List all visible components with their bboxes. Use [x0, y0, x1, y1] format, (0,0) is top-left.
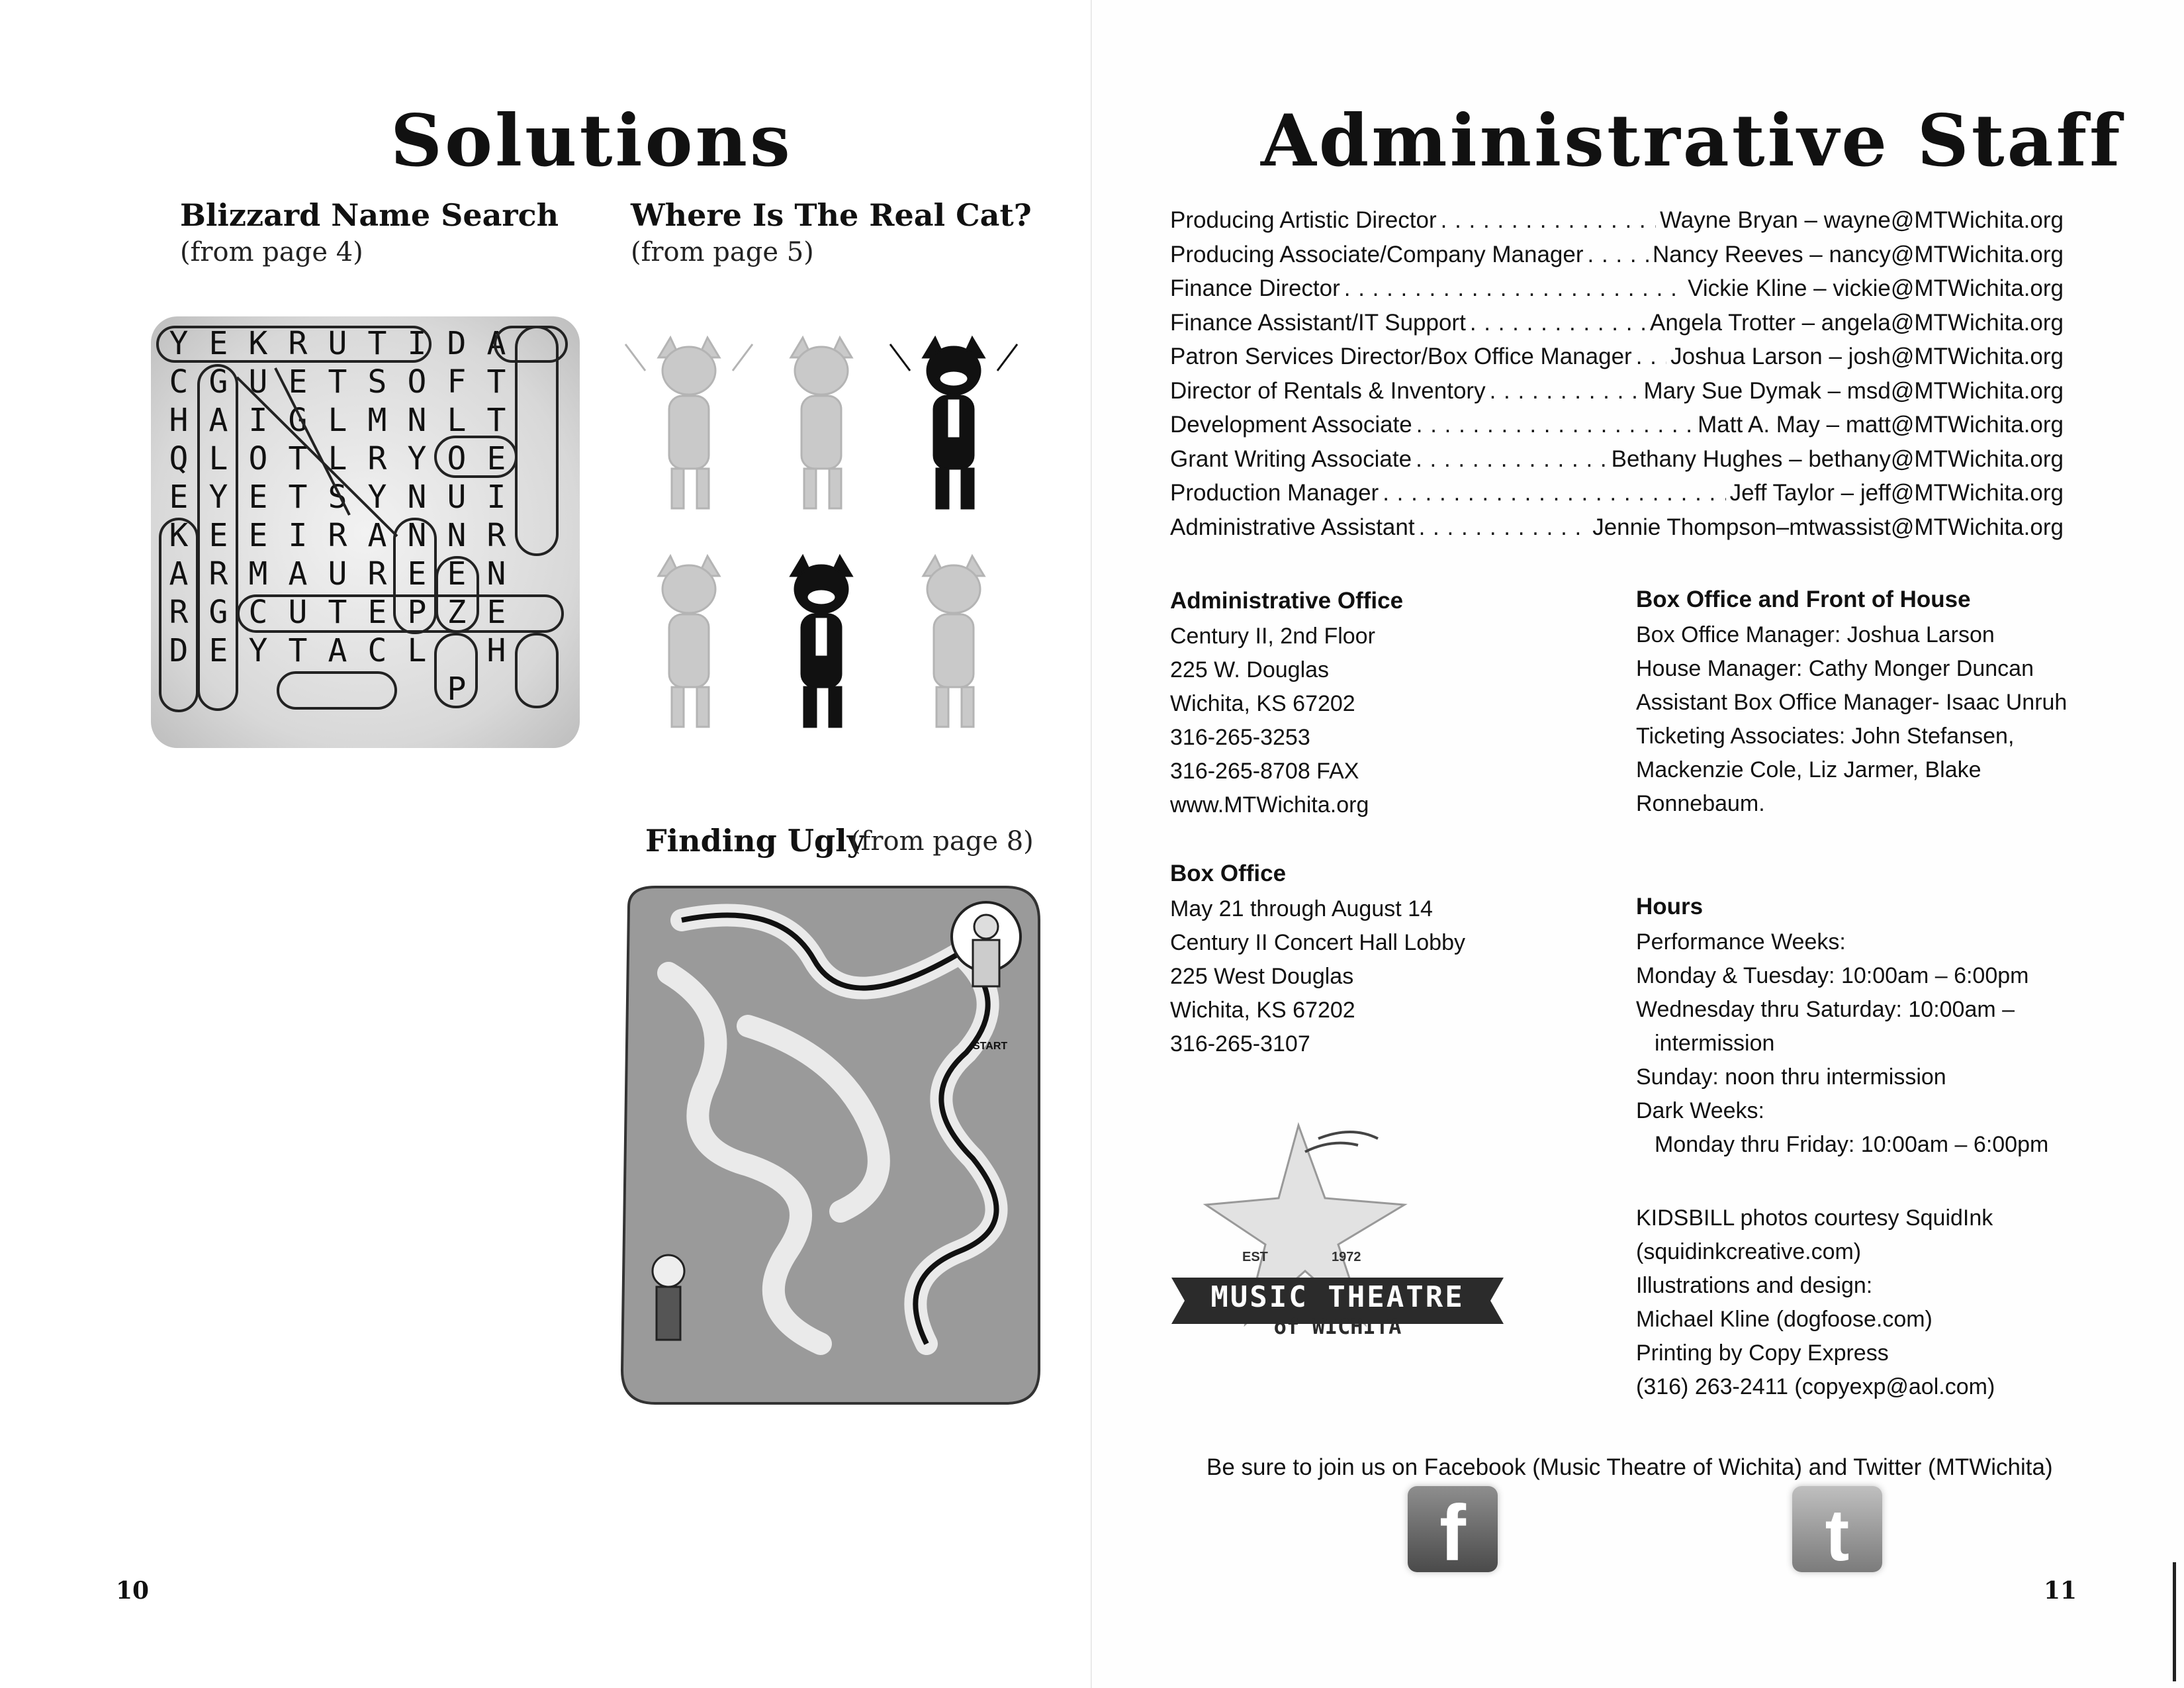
word-search-letter: C [367, 632, 387, 669]
staff-contact: Vickie Kline – vickie@MTWichita.org [1688, 275, 2064, 301]
word-search-letter: E [169, 479, 189, 516]
info-line: House Manager: Cathy Monger Duncan [1636, 656, 2034, 681]
word-search-letter: O [248, 440, 268, 477]
maze-start-label: START [973, 1041, 1008, 1052]
answer-line [237, 377, 397, 536]
staff-row [1170, 344, 2064, 378]
info-line: Michael Kline (dogfoose.com) [1636, 1307, 1933, 1332]
info-line: intermission [1655, 1031, 1775, 1056]
staff-row [1170, 275, 2064, 310]
info-line: Illustrations and design: [1636, 1273, 1873, 1298]
word-search-puzzle [151, 316, 580, 748]
word-search-letter: U [248, 363, 268, 400]
word-search-letter: R [288, 325, 308, 362]
page-number: 11 [2044, 1577, 2077, 1605]
info-line: www.MTWichita.org [1170, 792, 1369, 818]
dot-leader [1416, 412, 1694, 438]
word-search-letter: R [169, 594, 189, 631]
word-search-circles [151, 316, 580, 748]
page-number: 10 [116, 1577, 150, 1605]
word-search-letter: T [288, 479, 308, 516]
word-search-letter: R [328, 517, 347, 554]
logo-est: EST [1242, 1250, 1268, 1264]
cat-figure-faded [791, 338, 852, 508]
staff-contact: Angela Trotter – angela@MTWichita.org [1650, 309, 2064, 336]
word-search-letter: E [367, 594, 387, 631]
word-search-letter: D [169, 632, 189, 669]
box-office-lines [1170, 892, 1567, 1061]
answer-loop [199, 365, 237, 710]
info-line: Wichita, KS 67202 [1170, 691, 1355, 716]
word-search-letter: R [486, 517, 506, 554]
staff-list [1170, 207, 2064, 548]
word-search-letter: S [367, 363, 387, 400]
credits-lines [1636, 1201, 2099, 1404]
admin-office-title: Administrative Office [1170, 588, 1404, 614]
cat-figure-faded [625, 338, 752, 508]
word-search-letter: N [407, 402, 427, 439]
word-search-letter: E [208, 632, 228, 669]
word-search-letter: O [447, 440, 467, 477]
answer-loop [394, 519, 435, 633]
word-search-letter: K [169, 517, 189, 554]
word-search-letter: G [288, 402, 308, 439]
box-office-front-title: Box Office and Front of House [1636, 586, 1971, 612]
logo-year: 1972 [1332, 1250, 1361, 1264]
word-search-letter: I [248, 402, 268, 439]
hours-title: Hours [1636, 894, 1704, 919]
logo-line1: MUSIC THEATRE [1210, 1280, 1465, 1314]
svg-text:t: t [1825, 1495, 1850, 1572]
word-search-letter: Y [367, 479, 387, 516]
info-line: (squidinkcreative.com) [1636, 1239, 1862, 1264]
staff-contact: Wayne Bryan – wayne@MTWichita.org [1660, 207, 2064, 233]
staff-contact: Joshua Larson – josh@MTWichita.org [1670, 344, 2064, 369]
cat-figure-faded [659, 556, 719, 727]
maze-note: (from page 8) [850, 826, 1034, 857]
admin-office-lines [1170, 620, 1567, 822]
word-search-letter: I [288, 517, 308, 554]
word-search-letter: E [407, 555, 427, 592]
page-title: Administrative Staff [1261, 99, 2123, 183]
word-search-letter: T [486, 363, 506, 400]
info-line: May 21 through August 14 [1170, 896, 1433, 921]
word-search-letter: L [407, 632, 427, 669]
word-search-letter: Y [407, 440, 427, 477]
word-search-letter: A [367, 517, 387, 554]
dot-leader [1416, 446, 1608, 473]
word-search-letter: E [208, 517, 228, 554]
word-search-letter: L [328, 440, 347, 477]
staff-role: Administrative Assistant [1170, 514, 1415, 540]
info-line: Century II Concert Hall Lobby [1170, 930, 1465, 955]
word-search-letter: R [367, 555, 387, 592]
word-search-letter: T [288, 632, 308, 669]
info-line: Monday thru Friday: 10:00am – 6:00pm [1655, 1132, 2049, 1157]
staff-row [1170, 412, 2064, 446]
staff-role: Producing Associate/Company Manager [1170, 241, 1584, 267]
staff-role: Producing Artistic Director [1170, 207, 1437, 233]
staff-contact: Jeff Taylor – jeff@MTWichita.org [1729, 480, 2064, 506]
music-notes-icon [1305, 1132, 1378, 1152]
word-search-letter: A [486, 325, 506, 362]
right-page [1092, 0, 2184, 1688]
staff-row [1170, 310, 2064, 344]
hours-lines [1636, 925, 2099, 1162]
logo-line2: of WICHITA [1273, 1314, 1402, 1339]
word-search-letter: E [486, 440, 506, 477]
answer-loop [516, 634, 557, 707]
word-search-title: Blizzard Name Search [180, 197, 559, 233]
word-search-letter: Y [248, 632, 268, 669]
word-search-letter: C [248, 594, 268, 631]
real-cat-note: (from page 5) [631, 237, 814, 267]
word-search-letter: Q [169, 440, 189, 477]
cat-figure-faded [923, 556, 984, 727]
info-line: Century II, 2nd Floor [1170, 624, 1375, 649]
word-search-note: (from page 4) [180, 237, 363, 267]
staff-role: Grant Writing Associate [1170, 445, 1412, 472]
word-search-letter: T [288, 440, 308, 477]
info-line: (316) 263-2411 (copyexp@aol.com) [1636, 1374, 1995, 1399]
info-line: Wichita, KS 67202 [1170, 998, 1355, 1023]
dot-leader [1490, 378, 1640, 404]
word-search-letter: T [486, 402, 506, 439]
word-search-letter: P [407, 594, 427, 631]
word-search-letter: A [288, 555, 308, 592]
word-search-letter: S [328, 479, 347, 516]
dot-leader [1636, 344, 1666, 370]
word-search-letter: L [328, 402, 347, 439]
facebook-icon[interactable] [1408, 1486, 1498, 1572]
admin-office-block [1170, 588, 1567, 822]
hours-block [1636, 894, 2099, 1162]
word-search-letter: T [328, 363, 347, 400]
svg-text:f: f [1439, 1489, 1466, 1572]
word-search-letter: Y [169, 325, 189, 362]
info-line: 316-265-3107 [1170, 1031, 1310, 1056]
staff-row [1170, 446, 2064, 481]
box-office-front-lines [1636, 618, 2099, 821]
social-media-text: Be sure to join us on Facebook (Music Theatre of Wichita) and Twitter (MTWichita) [1206, 1454, 2053, 1480]
info-line: Sunday: noon thru intermission [1636, 1064, 1946, 1090]
info-line: Printing by Copy Express [1636, 1340, 1889, 1366]
word-search-letter: D [447, 325, 467, 362]
word-search-letter: I [486, 479, 506, 516]
word-search-letter: P [447, 671, 467, 708]
word-search-letter: N [407, 517, 427, 554]
answer-loop [435, 437, 516, 477]
maze-puzzle [615, 880, 1044, 1410]
staff-role: Development Associate [1170, 412, 1412, 438]
word-search-letter: U [288, 594, 308, 631]
word-search-letter: O [407, 363, 427, 400]
info-line: Ticketing Associates: John Stefansen, [1636, 724, 2015, 749]
word-search-letter: M [248, 555, 268, 592]
staff-row [1170, 207, 2064, 242]
word-search-letter: U [328, 555, 347, 592]
page-title: Solutions [390, 99, 793, 183]
music-theatre-wichita-logo [1166, 1112, 1517, 1377]
staff-role: Finance Director [1170, 275, 1340, 301]
box-office-front-block [1636, 586, 2099, 821]
word-search-letter: H [486, 632, 506, 669]
staff-row [1170, 378, 2064, 412]
real-cat-puzzle [619, 318, 1029, 741]
word-search-letter: F [447, 363, 467, 400]
answer-loop [278, 673, 396, 708]
staff-role: Production Manager [1170, 480, 1379, 506]
box-office-title: Box Office [1170, 861, 1287, 886]
answer-loop [435, 634, 477, 707]
word-search-letter: L [208, 440, 228, 477]
twitter-icon[interactable] [1792, 1486, 1882, 1572]
real-cat-title: Where Is The Real Cat? [631, 197, 1032, 233]
word-search-letter: G [208, 363, 228, 400]
info-line: 316-265-8708 FAX [1170, 759, 1359, 784]
word-search-letter: E [486, 594, 506, 631]
dot-leader [1441, 207, 1656, 234]
word-search-letter: G [208, 594, 228, 631]
staff-role: Patron Services Director/Box Office Manager [1170, 344, 1632, 369]
staff-contact: Matt A. May – matt@MTWichita.org [1698, 412, 2064, 438]
info-line: KIDSBILL photos courtesy SquidInk [1636, 1205, 1993, 1231]
staff-contact: Jennie Thompson–mtwassist@MTWichita.org [1592, 514, 2064, 540]
word-search-letter: E [288, 363, 308, 400]
word-search-letter: Y [208, 479, 228, 516]
word-search-letter: N [447, 517, 467, 554]
info-line: 316-265-3253 [1170, 725, 1310, 750]
word-search-letter: E [208, 325, 228, 362]
info-line: Box Office Manager: Joshua Larson [1636, 622, 1995, 647]
word-search-letter: L [447, 402, 467, 439]
dot-leader [1419, 514, 1589, 541]
staff-role: Director of Rentals & Inventory [1170, 377, 1486, 404]
answer-line [275, 368, 349, 515]
word-search-letter: U [328, 325, 347, 362]
staff-contact: Nancy Reeves – nancy@MTWichita.org [1652, 241, 2064, 267]
info-line: Monday & Tuesday: 10:00am – 6:00pm [1636, 963, 2029, 988]
staff-row [1170, 514, 2064, 549]
staff-row [1170, 242, 2064, 276]
dot-leader [1470, 310, 1646, 336]
staff-contact: Mary Sue Dymak – msd@MTWichita.org [1643, 377, 2064, 404]
info-line: Dark Weeks: [1636, 1098, 1764, 1123]
dot-leader [1588, 242, 1649, 268]
word-search-letter: E [248, 479, 268, 516]
credits-block [1636, 1201, 2099, 1404]
word-search-letter: H [169, 402, 189, 439]
word-search-letter: A [208, 402, 228, 439]
word-search-letter: E [447, 555, 467, 592]
page-edge-mark [2173, 1562, 2176, 1681]
word-search-letter: R [367, 440, 387, 477]
word-search-letter: T [328, 594, 347, 631]
dot-leader [1344, 275, 1684, 302]
staff-row [1170, 480, 2064, 514]
info-line: Assistant Box Office Manager- Isaac Unruh [1636, 690, 2068, 715]
word-search-letter: U [447, 479, 467, 516]
info-line: 225 West Douglas [1170, 964, 1354, 989]
word-search-letter: N [407, 479, 427, 516]
word-search-letter: E [248, 517, 268, 554]
dot-leader [1383, 480, 1725, 506]
word-search-letter: K [248, 325, 268, 362]
word-search-letter: N [486, 555, 506, 592]
staff-contact: Bethany Hughes – bethany@MTWichita.org [1611, 445, 2064, 472]
word-search-letter: A [328, 632, 347, 669]
info-line: Ronnebaum. [1636, 791, 1765, 816]
word-search-letter: C [169, 363, 189, 400]
info-line: 225 W. Douglas [1170, 657, 1330, 682]
answer-loop [160, 519, 197, 711]
word-search-letter: I [407, 325, 427, 362]
word-search-letter: M [367, 402, 387, 439]
word-search-letter: R [208, 555, 228, 592]
maze-title: Finding Ugly [645, 823, 865, 859]
boy-character [653, 1255, 684, 1340]
info-line: Performance Weeks: [1636, 929, 1846, 955]
answer-loop [158, 327, 430, 361]
info-line: Mackenzie Cole, Liz Jarmer, Blake [1636, 757, 1981, 782]
info-line: Wednesday thru Saturday: 10:00am – [1636, 997, 2015, 1022]
word-search-letter: Z [447, 594, 467, 631]
word-search-letter: A [169, 555, 189, 592]
real-cat-figure [890, 338, 1017, 508]
word-search-letter: T [367, 325, 387, 362]
real-cat-figure [791, 556, 852, 727]
staff-role: Finance Assistant/IT Support [1170, 309, 1466, 336]
box-office-block [1170, 861, 1567, 1061]
